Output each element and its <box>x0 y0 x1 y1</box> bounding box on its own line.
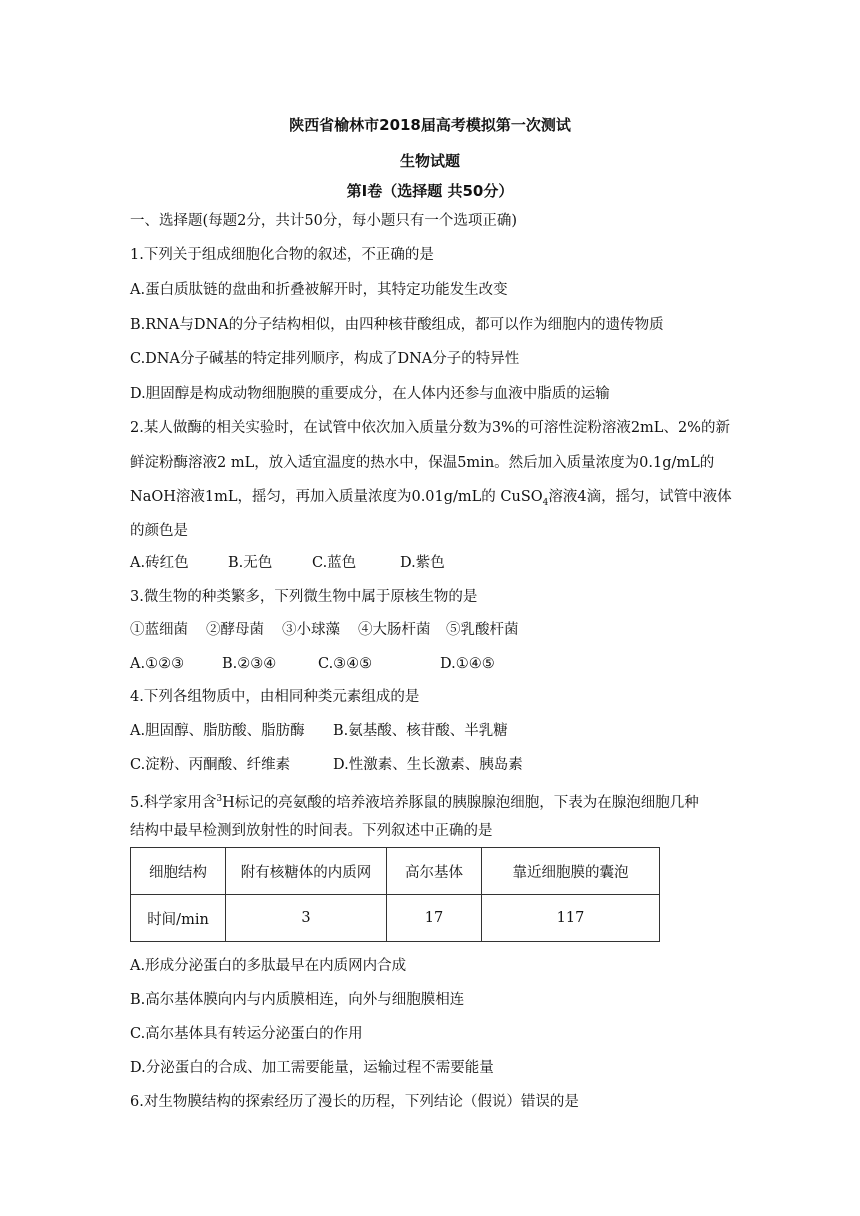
q5-table <box>130 847 660 942</box>
q2-stem-line2: 鲜淀粉酶溶液2 mL，放入适宜温度的热水中，保温5min。然后加入质量浓度为0.1g/mL的 <box>130 455 715 471</box>
q3-item-5: ⑤乳酸杆菌 <box>446 622 519 638</box>
table-cell: 3 <box>226 895 387 942</box>
q5-stem-line2: 结构中最早检测到放射性的时间表。下列叙述中正确的是 <box>130 823 493 839</box>
q4-option-a: A.胆固醇、脂肪酸、脂肪酶 <box>130 723 305 739</box>
q2-line3-subscript: 4 <box>542 497 549 508</box>
subject-title: 生物试题 <box>399 152 460 170</box>
q2-option-a: A.砖红色 <box>130 555 189 571</box>
q3-option-a: A.①②③ <box>130 656 185 672</box>
table-cell: 17 <box>387 895 482 942</box>
q2-option-d: D.紫色 <box>400 555 445 571</box>
q3-item-4: ④大肠杆菌 <box>358 622 431 638</box>
q1-stem: 1.下列关于组成细胞化合物的叙述，不正确的是 <box>130 247 434 263</box>
q3-options <box>130 654 750 674</box>
q1-option-b: B.RNA与DNA的分子结构相似，由四种核苷酸组成，都可以作为细胞内的遗传物质 <box>130 317 664 333</box>
q1-option-c: C.DNA分子碱基的特定排列顺序，构成了DNA分子的特异性 <box>130 351 520 367</box>
table-row <box>131 895 660 942</box>
q2-stem-line4: 的颜色是 <box>130 523 188 539</box>
q5-option-a: A.形成分泌蛋白的多肽最早在内质网内合成 <box>130 958 407 974</box>
q5-line1-text-b: H标记的亮氨酸的培养液培养豚鼠的胰腺腺泡细胞，下表为在腺泡细胞几种 <box>222 794 699 811</box>
q5-stem-line1 <box>130 789 750 813</box>
q3-item-3: ③小球藻 <box>282 622 340 638</box>
q2-stem-line1: 2.某人做酶的相关实验时，在试管中依次加入质量分数为3%的可溶性淀粉溶液2mL、2%的新 <box>130 420 730 436</box>
exam-title: 陕西省榆林市2018届高考模拟第一次测试 <box>289 116 571 134</box>
q3-item-2: ②酵母菌 <box>206 622 264 638</box>
q5-option-b: B.高尔基体膜向内与内质膜相连，向外与细胞膜相连 <box>130 992 465 1008</box>
q4-options-cd <box>130 755 750 775</box>
q5-line1-superscript: 3 <box>216 794 223 804</box>
q4-option-b: B.氨基酸、核苷酸、半乳糖 <box>333 723 508 739</box>
q5-option-d: D.分泌蛋白的合成、加工需要能量，运输过程不需要能量 <box>130 1060 494 1076</box>
q2-line3-text-b: 溶液4滴，摇匀，试管中液体 <box>548 489 732 505</box>
q3-option-c: C.③④⑤ <box>318 656 373 672</box>
q5-option-c: C.高尔基体具有转运分泌蛋白的作用 <box>130 1026 363 1042</box>
table-header-cell: 附有核糖体的内质网 <box>226 848 387 895</box>
q2-line3-text-a: NaOH溶液1mL，摇匀，再加入质量浓度为0.01g/mL的 CuSO <box>130 489 543 505</box>
q3-items <box>130 620 750 640</box>
table-cell: 117 <box>482 895 660 942</box>
q1-option-a: A.蛋白质肽链的盘曲和折叠被解开时，其特定功能发生改变 <box>130 282 508 298</box>
q3-stem: 3.微生物的种类繁多，下列微生物中属于原核生物的是 <box>130 589 478 605</box>
table-header-cell: 靠近细胞膜的囊泡 <box>482 848 660 895</box>
q6-stem: 6.对生物膜结构的探索经历了漫长的历程，下列结论（假说）错误的是 <box>130 1094 579 1110</box>
q4-option-c: C.淀粉、丙酮酸、纤维素 <box>130 757 291 773</box>
q2-options <box>130 553 750 573</box>
q2-option-b: B.无色 <box>228 555 273 571</box>
q2-option-c: C.蓝色 <box>312 555 357 571</box>
table-header-row <box>131 848 660 895</box>
table-cell: 时间/min <box>131 895 226 942</box>
q2-stem-line3 <box>130 487 750 513</box>
q3-option-b: B.②③④ <box>222 656 277 672</box>
q5-line1-text-a: 5.科学家用含 <box>130 794 217 811</box>
q3-item-1: ①蓝细菌 <box>130 622 188 638</box>
q4-stem: 4.下列各组物质中，由相同种类元素组成的是 <box>130 689 420 705</box>
q3-option-d: D.①④⑤ <box>440 656 495 672</box>
q1-option-d: D.胆固醇是构成动物细胞膜的重要成分，在人体内还参与血液中脂质的运输 <box>130 386 610 402</box>
q4-option-d: D.性激素、生长激素、胰岛素 <box>333 757 523 773</box>
section-heading: 一、选择题(每题2分，共计50分，每小题只有一个选项正确) <box>130 213 517 229</box>
q4-options-ab <box>130 721 750 741</box>
part-title: 第Ⅰ卷（选择题 共50分） <box>346 182 514 200</box>
table-header-cell: 高尔基体 <box>387 848 482 895</box>
table-header-cell: 细胞结构 <box>131 848 226 895</box>
